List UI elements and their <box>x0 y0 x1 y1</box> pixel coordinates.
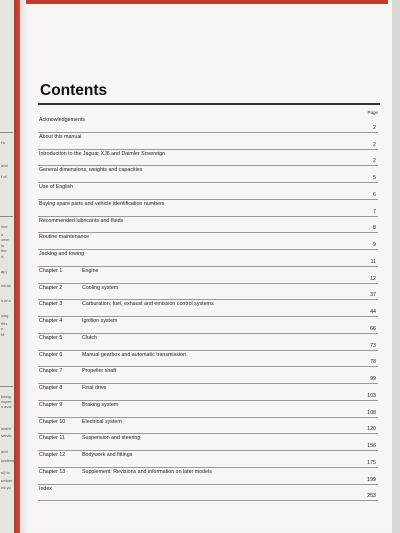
toc-chapter-row[interactable] <box>38 284 378 301</box>
left-page-fragment: t of <box>1 174 7 179</box>
left-page-fragment: and <box>1 163 8 168</box>
chapter-number: Chapter 7 <box>39 368 63 375</box>
chapter-number: Chapter 2 <box>39 284 63 291</box>
toc-label: General dimensions, weights and capacities <box>39 167 143 174</box>
toc-page-number: 8 <box>373 225 376 232</box>
toc-row[interactable] <box>38 233 378 250</box>
toc-page-number: 103 <box>367 392 376 399</box>
toc-row[interactable] <box>38 133 378 150</box>
toc-chapter-row[interactable] <box>38 468 378 485</box>
toc-chapter-row[interactable] <box>38 351 378 368</box>
toc-label: Buying spare parts and vehicle identification numbers <box>39 200 165 207</box>
toc-chapter-row[interactable] <box>38 367 378 384</box>
left-page-fragment: ed as <box>1 283 11 288</box>
toc-page-number: 108 <box>367 409 376 416</box>
left-page-fragment: being <box>1 394 11 399</box>
toc-page-number: 7 <box>373 208 376 215</box>
toc-label: Routine maintenance <box>39 234 90 241</box>
chapter-title: Bodywork and fittings <box>82 452 133 458</box>
toc-label: About this manual <box>39 133 82 140</box>
left-page-rule <box>0 386 13 387</box>
left-page-fragment: maint <box>1 426 11 431</box>
chapter-title: Engine <box>82 267 99 274</box>
toc-chapter-row[interactable] <box>38 451 378 468</box>
left-page-fragment: s/) to <box>1 470 10 475</box>
toc-label: Jacking and towing <box>39 251 85 257</box>
left-page-rule <box>0 132 13 133</box>
left-page-fragment: the <box>1 248 7 253</box>
toc-page-number: 11 <box>370 258 376 265</box>
chapter-number: Chapter 8 <box>39 385 63 391</box>
toc-page-number: 175 <box>367 459 376 466</box>
title-divider <box>38 103 380 105</box>
chapter-title: Carburation; fuel, exhaust and emission control systems <box>82 301 214 308</box>
left-page-fragment: a <box>1 232 4 237</box>
toc-chapter-row[interactable] <box>38 317 378 334</box>
toc-chapter-row[interactable] <box>38 434 378 451</box>
toc-chapter-row[interactable] <box>38 267 378 284</box>
top-red-band <box>26 0 388 4</box>
left-page-fragment: n <box>1 326 4 331</box>
left-page-fragment: s of a <box>1 298 11 303</box>
chapter-title: Supplement: Revisions and information on later models <box>82 468 212 475</box>
left-page-fragment: ap) <box>1 269 7 274</box>
toc-row[interactable] <box>38 116 378 133</box>
chapter-title: Propeller shaft <box>82 368 117 375</box>
chapter-number: Chapter 10 <box>39 418 66 425</box>
toc-page-number: 44 <box>370 309 376 315</box>
left-page-fragment: ome <box>1 237 9 242</box>
chapter-title: Final drive <box>82 385 107 391</box>
chapter-number: Chapter 3 <box>39 301 63 308</box>
left-page-fragment: in <box>1 243 5 248</box>
left-page-fragment: M <box>1 332 5 337</box>
adjacent-page-edge <box>0 0 15 533</box>
left-page-fragment: servic <box>1 433 12 438</box>
chapter-number: Chapter 13 <box>39 468 66 475</box>
toc-label: Use of English <box>39 184 74 190</box>
chapter-number: Chapter 5 <box>39 334 63 341</box>
toc-page-number: 253 <box>367 493 376 500</box>
toc-page-number: 12 <box>370 275 376 282</box>
toc-chapter-row[interactable] <box>38 300 378 317</box>
toc-page-number: 37 <box>370 292 376 299</box>
chapter-number: Chapter 1 <box>39 267 63 274</box>
left-page-fragment: this <box>1 321 8 326</box>
left-page-fragment: umber <box>1 478 13 483</box>
toc-chapter-row[interactable] <box>38 384 378 401</box>
chapter-number: Chapter 11 <box>39 435 65 442</box>
toc-page-number: 73 <box>370 342 376 349</box>
table-of-contents <box>38 116 378 501</box>
left-page-fragment: ed yo <box>1 485 11 490</box>
toc-chapter-row[interactable] <box>38 418 378 435</box>
left-page-fragment: rice <box>1 224 8 229</box>
toc-page-number: 66 <box>370 325 376 332</box>
toc-page-number: 6 <box>373 191 376 198</box>
chapter-title: Braking system <box>82 401 119 408</box>
chapter-title: Manual gearbox and automatic transmission <box>82 351 186 358</box>
page-column-header: Page <box>367 110 378 115</box>
toc-row[interactable] <box>38 250 378 267</box>
chapter-title: Clutch <box>82 334 98 341</box>
chapter-title: Cooling system <box>82 284 119 291</box>
chapter-number: Chapter 12 <box>39 452 66 458</box>
toc-page-number: 9 <box>373 242 376 248</box>
page-title: Contents <box>40 82 108 99</box>
toc-page-number: 2 <box>373 124 376 131</box>
toc-row[interactable] <box>38 166 378 183</box>
toc-page-number: 199 <box>367 476 376 483</box>
left-page-fragment: espec <box>1 399 12 404</box>
left-page-fragment: t's <box>1 140 5 145</box>
toc-label: Acknowledgements <box>39 117 85 123</box>
toc-row-index[interactable] <box>38 485 378 502</box>
left-page-fragment: and <box>1 449 8 454</box>
toc-page-number: 78 <box>370 359 376 366</box>
toc-page-number: 99 <box>370 376 376 382</box>
left-page-fragment: it, <box>1 254 5 259</box>
left-page-fragment: s avoi <box>1 404 12 409</box>
toc-page-number: 2 <box>373 141 376 148</box>
chapter-number: Chapter 4 <box>39 318 63 324</box>
left-page-fragment: underst <box>1 458 15 463</box>
toc-row[interactable] <box>38 183 378 200</box>
chapter-number: Chapter 6 <box>39 351 63 358</box>
toc-page-number: 5 <box>373 175 376 181</box>
chapter-title: Electrical system <box>82 418 122 425</box>
toc-chapter-row[interactable] <box>38 334 378 351</box>
toc-row[interactable] <box>38 200 378 217</box>
toc-row[interactable] <box>38 217 378 234</box>
right-page-edge <box>392 0 400 533</box>
toc-chapter-row[interactable] <box>38 401 378 418</box>
left-page-fragment: sing <box>1 313 9 318</box>
toc-label: Index <box>39 485 52 492</box>
chapter-number: Chapter 9 <box>39 401 63 408</box>
toc-label: Introduction to the Jaguar XJ6 and Daimler Sovereign <box>39 150 166 157</box>
toc-page-number: 2 <box>373 158 376 165</box>
toc-row[interactable] <box>38 150 378 167</box>
toc-label: Recommended lubricants and fluids <box>39 217 124 224</box>
toc-page-number: 156 <box>367 443 376 449</box>
left-page-rule <box>0 216 13 217</box>
toc-page-number: 120 <box>367 426 376 433</box>
chapter-title: Ignition system <box>82 318 118 324</box>
chapter-title: Suspension and steering <box>82 435 141 442</box>
